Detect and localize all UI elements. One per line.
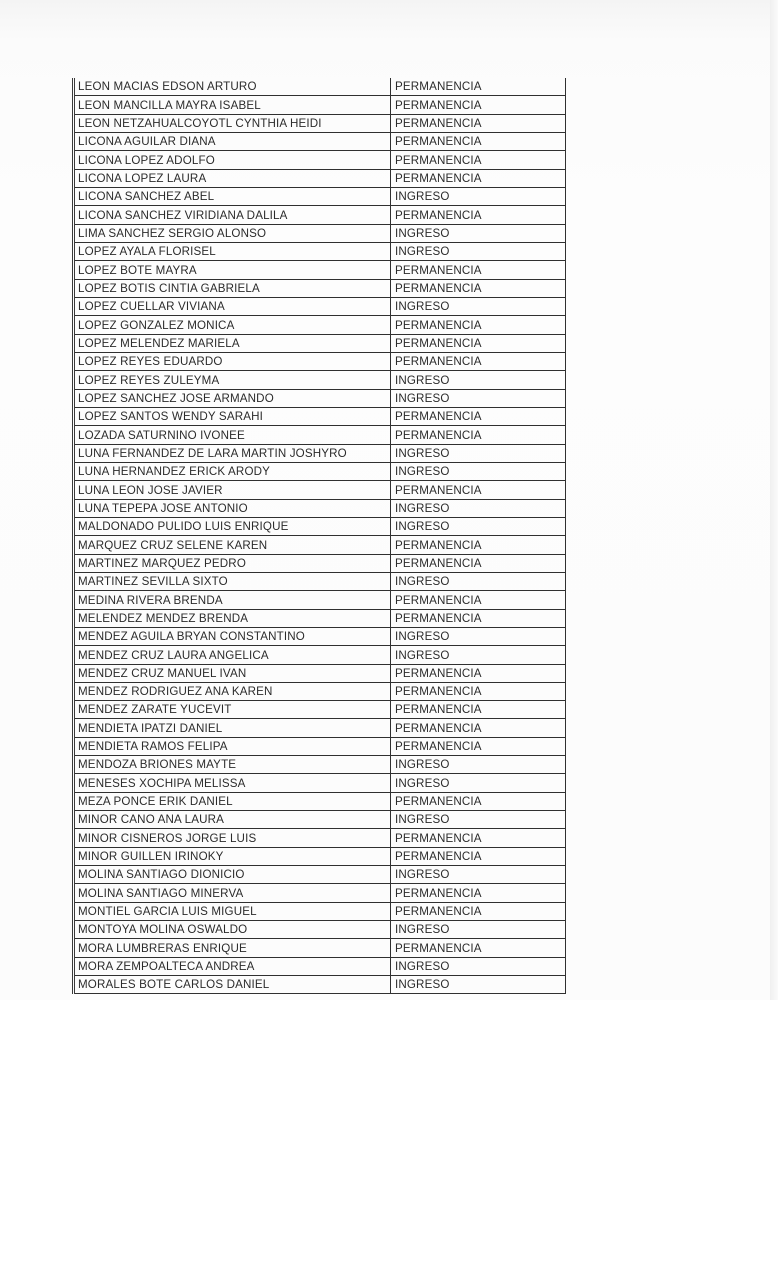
table-row — [74, 609, 566, 627]
status-cell: INGRESO — [391, 224, 566, 242]
table-row — [74, 646, 566, 664]
status-cell: PERMANENCIA — [391, 206, 566, 224]
table-row — [74, 78, 566, 96]
table-row — [74, 151, 566, 169]
person-name-cell: LOPEZ REYES ZULEYMA — [74, 371, 391, 389]
table-row — [74, 811, 566, 829]
person-name-cell: MARTINEZ SEVILLA SIXTO — [74, 572, 391, 590]
table-row — [74, 517, 566, 535]
status-cell: INGRESO — [391, 646, 566, 664]
roster-table-body — [74, 78, 566, 994]
person-name-cell: LEON MANCILLA MAYRA ISABEL — [74, 96, 391, 114]
table-row — [74, 261, 566, 279]
person-name-cell: LOZADA SATURNINO IVONEE — [74, 426, 391, 444]
person-name-cell: MINOR CISNEROS JORGE LUIS — [74, 829, 391, 847]
table-row — [74, 242, 566, 260]
person-name-cell: LICONA SANCHEZ ABEL — [74, 187, 391, 205]
person-name-cell: MENDEZ RODRIGUEZ ANA KAREN — [74, 682, 391, 700]
person-name-cell: MENDEZ AGUILA BRYAN CONSTANTINO — [74, 627, 391, 645]
table-row — [74, 976, 566, 994]
status-cell: INGRESO — [391, 572, 566, 590]
table-row — [74, 114, 566, 132]
table-row — [74, 701, 566, 719]
table-row — [74, 792, 566, 810]
person-name-cell: LOPEZ AYALA FLORISEL — [74, 242, 391, 260]
person-name-cell: LICONA LOPEZ ADOLFO — [74, 151, 391, 169]
person-name-cell: MOLINA SANTIAGO DIONICIO — [74, 866, 391, 884]
status-cell: PERMANENCIA — [391, 78, 566, 96]
table-row — [74, 572, 566, 590]
status-cell: PERMANENCIA — [391, 481, 566, 499]
table-row — [74, 829, 566, 847]
status-cell: PERMANENCIA — [391, 407, 566, 425]
person-name-cell: MINOR GUILLEN IRINOKY — [74, 847, 391, 865]
status-cell: PERMANENCIA — [391, 737, 566, 755]
person-name-cell: LOPEZ SANCHEZ JOSE ARMANDO — [74, 389, 391, 407]
table-row — [74, 206, 566, 224]
table-row — [74, 664, 566, 682]
status-cell: INGRESO — [391, 462, 566, 480]
person-name-cell: MORALES BOTE CARLOS DANIEL — [74, 976, 391, 994]
status-cell: INGRESO — [391, 444, 566, 462]
person-name-cell: LOPEZ REYES EDUARDO — [74, 352, 391, 370]
status-cell: INGRESO — [391, 627, 566, 645]
status-cell: PERMANENCIA — [391, 719, 566, 737]
status-cell: INGRESO — [391, 517, 566, 535]
status-cell: INGRESO — [391, 811, 566, 829]
table-row — [74, 847, 566, 865]
table-row — [74, 444, 566, 462]
status-cell: INGRESO — [391, 297, 566, 315]
person-name-cell: LUNA FERNANDEZ DE LARA MARTIN JOSHYRO — [74, 444, 391, 462]
person-name-cell: LIMA SANCHEZ SERGIO ALONSO — [74, 224, 391, 242]
table-row — [74, 756, 566, 774]
status-cell: INGRESO — [391, 976, 566, 994]
status-cell: PERMANENCIA — [391, 847, 566, 865]
status-cell: INGRESO — [391, 371, 566, 389]
table-row — [74, 462, 566, 480]
status-cell: PERMANENCIA — [391, 114, 566, 132]
person-name-cell: LUNA HERNANDEZ ERICK ARODY — [74, 462, 391, 480]
status-cell: INGRESO — [391, 774, 566, 792]
person-name-cell: LOPEZ CUELLAR VIVIANA — [74, 297, 391, 315]
person-name-cell: MENDIETA IPATZI DANIEL — [74, 719, 391, 737]
table-row — [74, 407, 566, 425]
table-row — [74, 682, 566, 700]
person-name-cell: LICONA LOPEZ LAURA — [74, 169, 391, 187]
status-cell: PERMANENCIA — [391, 151, 566, 169]
status-cell: PERMANENCIA — [391, 96, 566, 114]
status-cell: PERMANENCIA — [391, 609, 566, 627]
status-cell: PERMANENCIA — [391, 682, 566, 700]
person-name-cell: MENDOZA BRIONES MAYTE — [74, 756, 391, 774]
table-row — [74, 884, 566, 902]
table-row — [74, 866, 566, 884]
status-cell: PERMANENCIA — [391, 902, 566, 920]
person-name-cell: LEON NETZAHUALCOYOTL CYNTHIA HEIDI — [74, 114, 391, 132]
table-row — [74, 591, 566, 609]
scan-page-edge — [770, 0, 778, 1000]
status-cell: PERMANENCIA — [391, 701, 566, 719]
person-name-cell: LOPEZ BOTE MAYRA — [74, 261, 391, 279]
table-row — [74, 481, 566, 499]
status-cell: INGRESO — [391, 756, 566, 774]
person-name-cell: LOPEZ BOTIS CINTIA GABRIELA — [74, 279, 391, 297]
status-cell: PERMANENCIA — [391, 939, 566, 957]
table-row — [74, 536, 566, 554]
person-name-cell: LUNA LEON JOSE JAVIER — [74, 481, 391, 499]
status-cell: INGRESO — [391, 389, 566, 407]
person-name-cell: MORA ZEMPOALTECA ANDREA — [74, 957, 391, 975]
status-cell: PERMANENCIA — [391, 536, 566, 554]
table-row — [74, 169, 566, 187]
table-row — [74, 426, 566, 444]
person-name-cell: LICONA SANCHEZ VIRIDIANA DALILA — [74, 206, 391, 224]
status-cell: INGRESO — [391, 957, 566, 975]
status-cell: PERMANENCIA — [391, 884, 566, 902]
table-row — [74, 719, 566, 737]
person-name-cell: MEZA PONCE ERIK DANIEL — [74, 792, 391, 810]
status-cell: PERMANENCIA — [391, 261, 566, 279]
table-row — [74, 371, 566, 389]
status-cell: PERMANENCIA — [391, 591, 566, 609]
roster-table — [72, 78, 566, 994]
status-cell: PERMANENCIA — [391, 334, 566, 352]
status-cell: PERMANENCIA — [391, 426, 566, 444]
status-cell: INGRESO — [391, 866, 566, 884]
table-row — [74, 921, 566, 939]
table-row — [74, 279, 566, 297]
person-name-cell: MARQUEZ CRUZ SELENE KAREN — [74, 536, 391, 554]
table-row — [74, 132, 566, 150]
person-name-cell: MENDEZ ZARATE YUCEVIT — [74, 701, 391, 719]
table-row — [74, 554, 566, 572]
person-name-cell: LOPEZ SANTOS WENDY SARAHI — [74, 407, 391, 425]
person-name-cell: MELENDEZ MENDEZ BRENDA — [74, 609, 391, 627]
table-row — [74, 352, 566, 370]
person-name-cell: MENDEZ CRUZ LAURA ANGELICA — [74, 646, 391, 664]
table-row — [74, 939, 566, 957]
person-name-cell: LOPEZ MELENDEZ MARIELA — [74, 334, 391, 352]
person-name-cell: LEON MACIAS EDSON ARTURO — [74, 78, 391, 96]
status-cell: PERMANENCIA — [391, 316, 566, 334]
person-name-cell: MOLINA SANTIAGO MINERVA — [74, 884, 391, 902]
table-row — [74, 316, 566, 334]
person-name-cell: MENESES XOCHIPA MELISSA — [74, 774, 391, 792]
table-row — [74, 957, 566, 975]
status-cell: PERMANENCIA — [391, 554, 566, 572]
table-row — [74, 187, 566, 205]
status-cell: INGRESO — [391, 499, 566, 517]
person-name-cell: MONTIEL GARCIA LUIS MIGUEL — [74, 902, 391, 920]
status-cell: PERMANENCIA — [391, 169, 566, 187]
status-cell: INGRESO — [391, 921, 566, 939]
person-name-cell: MENDIETA RAMOS FELIPA — [74, 737, 391, 755]
table-row — [74, 96, 566, 114]
person-name-cell: MINOR CANO ANA LAURA — [74, 811, 391, 829]
status-cell: PERMANENCIA — [391, 132, 566, 150]
status-cell: PERMANENCIA — [391, 792, 566, 810]
table-row — [74, 224, 566, 242]
table-row — [74, 297, 566, 315]
person-name-cell: MEDINA RIVERA BRENDA — [74, 591, 391, 609]
person-name-cell: LUNA TEPEPA JOSE ANTONIO — [74, 499, 391, 517]
person-name-cell: MORA LUMBRERAS ENRIQUE — [74, 939, 391, 957]
table-row — [74, 334, 566, 352]
person-name-cell: MONTOYA MOLINA OSWALDO — [74, 921, 391, 939]
table-row — [74, 499, 566, 517]
status-cell: PERMANENCIA — [391, 664, 566, 682]
person-name-cell: MALDONADO PULIDO LUIS ENRIQUE — [74, 517, 391, 535]
table-row — [74, 902, 566, 920]
person-name-cell: LOPEZ GONZALEZ MONICA — [74, 316, 391, 334]
table-row — [74, 774, 566, 792]
status-cell: INGRESO — [391, 187, 566, 205]
status-cell: PERMANENCIA — [391, 279, 566, 297]
status-cell: INGRESO — [391, 242, 566, 260]
status-cell: PERMANENCIA — [391, 829, 566, 847]
person-name-cell: LICONA AGUILAR DIANA — [74, 132, 391, 150]
table-row — [74, 737, 566, 755]
table-row — [74, 389, 566, 407]
status-cell: PERMANENCIA — [391, 352, 566, 370]
table-row — [74, 627, 566, 645]
person-name-cell: MARTINEZ MARQUEZ PEDRO — [74, 554, 391, 572]
person-name-cell: MENDEZ CRUZ MANUEL IVAN — [74, 664, 391, 682]
